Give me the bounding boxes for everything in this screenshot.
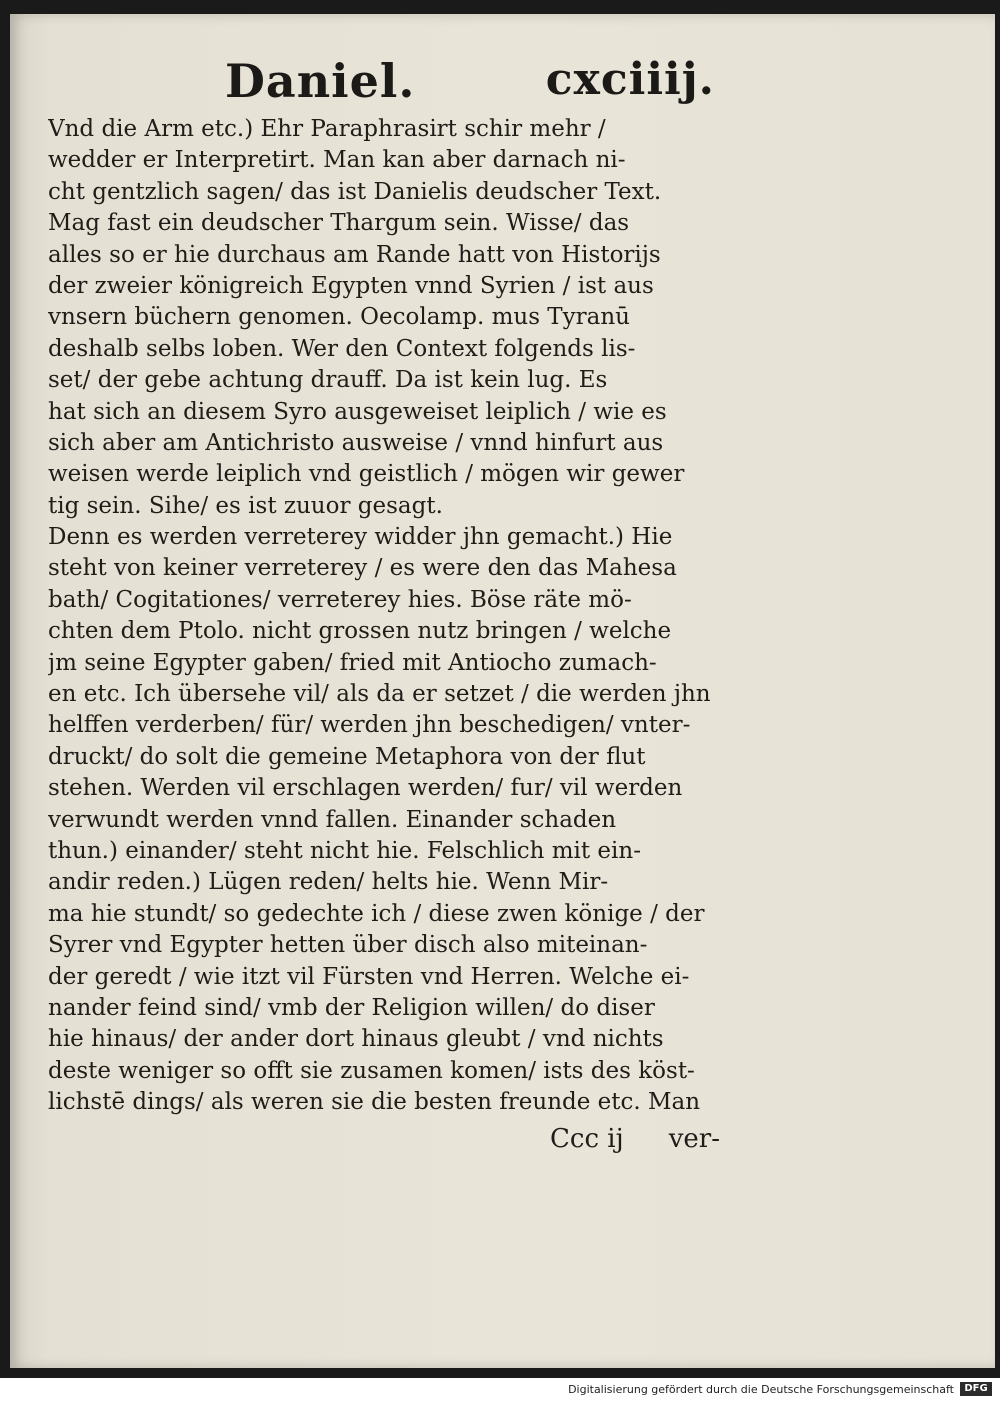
- text-line: helffen verderben/ für/ werden jhn beschedigen/ vnter-: [48, 712, 691, 739]
- text-line: tig sein. Sihe/ es ist zuuor gesagt.: [48, 492, 443, 519]
- text-line: set/ der gebe achtung drauff. Da ist kein lug. Es: [48, 367, 608, 394]
- text-line: Mag fast ein deudscher Thargum sein. Wisse/ das: [48, 210, 630, 237]
- text-line: wedder er Interpretirt. Man kan aber darnach ni-: [48, 147, 626, 174]
- text-line: alles so er hie durchaus am Rande hatt von Historijs: [48, 241, 661, 268]
- text-line: der geredt / wie itzt vil Fürsten vnd Herren. Welche ei-: [48, 963, 690, 990]
- text-line: stehen. Werden vil erschlagen werden/ fur/ vil werden: [48, 775, 683, 802]
- catchword: ver-: [668, 1124, 720, 1154]
- text-line: ma hie stundt/ so gedechte ich / diese zwen könige / der: [48, 900, 705, 927]
- text-line: vnsern büchern genomen. Oecolamp. mus Tyranū: [48, 304, 630, 331]
- text-line: verwundt werden vnnd fallen. Einander schaden: [48, 806, 617, 833]
- text-line: druckt/ do solt die gemeine Metaphora von der flut: [48, 743, 646, 770]
- catchword-line: [550, 1124, 720, 1160]
- text-line: deste weniger so offt sie zusamen komen/ ists des köst-: [48, 1057, 695, 1084]
- text-line: jm seine Egypter gaben/ fried mit Antiocho zumach-: [48, 649, 657, 676]
- text-line: hie hinaus/ der ander dort hinaus gleubt / vnd nichts: [48, 1026, 664, 1053]
- text-line: Vnd die Arm etc.) Ehr Paraphrasirt schir mehr /: [48, 116, 606, 142]
- text-block: [48, 114, 728, 1119]
- running-head: [225, 54, 715, 118]
- text-line: der zweier königreich Egypten vnnd Syrien / ist aus: [48, 272, 654, 299]
- text-line: chten dem Ptolo. nicht grossen nutz bringen / welche: [48, 618, 672, 645]
- text-line: bath/ Cogitationes/ verreterey hies. Böse räte mö-: [48, 586, 632, 613]
- text-line: cht gentzlich sagen/ das ist Danielis deudscher Text.: [48, 178, 662, 205]
- footer-bar: [0, 1378, 1000, 1402]
- signature-mark: Ccc ij: [550, 1124, 624, 1154]
- text-line: andir reden.) Lügen reden/ helts hie. Wenn Mir-: [48, 869, 609, 896]
- text-line: nander feind sind/ vmb der Religion willen/ do diser: [48, 994, 655, 1021]
- text-line: steht von keiner verreterey / es were den das Mahesa: [48, 555, 677, 582]
- folio-number: cxciiij.: [545, 54, 715, 105]
- running-head-title: Daniel.: [225, 54, 416, 108]
- dfg-logo: DFG: [960, 1382, 992, 1396]
- text-line: deshalb selbs loben. Wer den Context folgends lis-: [48, 335, 636, 362]
- footer-credit: Digitalisierung gefördert durch die Deutsche Forschungsgemeinschaft: [568, 1383, 954, 1396]
- text-line: weisen werde leiplich vnd geistlich / mögen wir gewer: [48, 461, 685, 488]
- text-line: Syrer vnd Egypter hetten über disch also miteinan-: [48, 932, 648, 959]
- text-line: thun.) einander/ steht nicht hie. Felschlich mit ein-: [48, 837, 641, 864]
- text-line: Denn es werden verreterey widder jhn gemacht.) Hie: [48, 524, 673, 551]
- text-line: hat sich an diesem Syro ausgeweiset leiplich / wie es: [48, 398, 667, 425]
- text-line: en etc. Ich übersehe vil/ als da er setzet / die werden jhn: [48, 681, 711, 708]
- text-line: lichstē dings/ als weren sie die besten freunde etc. Man: [48, 1089, 701, 1116]
- text-line: sich aber am Antichristo ausweise / vnnd hinfurt aus: [48, 429, 664, 456]
- book-page: [10, 14, 995, 1368]
